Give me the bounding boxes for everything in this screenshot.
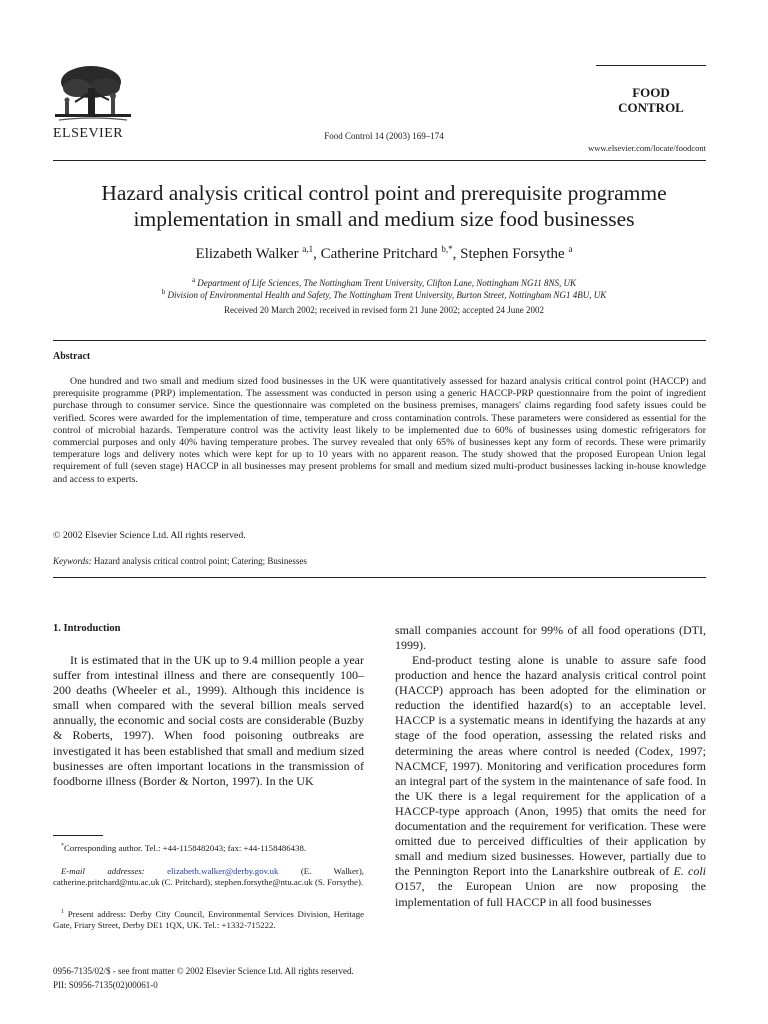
journal-url[interactable]: www.elsevier.com/locate/foodcont (588, 143, 706, 153)
footnote-emails (53, 866, 364, 889)
keywords-text: Hazard analysis critical control point; Catering; Businesses (93, 556, 307, 566)
journal-rule (596, 65, 706, 66)
author-name: Stephen Forsythe (460, 246, 565, 262)
journal-name (596, 85, 706, 115)
affiliation (40, 276, 728, 288)
received-dates: Received 20 March 2002; received in revised form 21 June 2002; accepted 24 June 2002 (224, 305, 544, 315)
keywords (53, 556, 307, 566)
affiliation-mark: b (161, 288, 166, 296)
footnote-corresponding (53, 841, 364, 854)
footnote-mark: * (61, 843, 64, 849)
intro-paragraph-col2 (395, 653, 706, 910)
paragraph-text: End-product testing alone is unable to assure safe food production and hence the hazard analysis critical control point (HACCP) approach has been adopted for the elimination or reduction the identified hazard(s) to an acceptable level. HACCP is a systematic means in identifying the hazards at any stage of the food operation, assessing the related risks and determining the areas where control is needed (Codex, 1997; NACMCF, 1997). Monitoring and verification procedures form an integral part of the system in the maintenance of safe food. In the UK there is a legal requirement for the application of a HACCP-type approach (Anon, 1995) that omits the need for documentation and the requirement for verification. These were omitted due to perceived difficulties of their application by small and medium sized businesses. However, partially due to the Pennington Report into the Lanarkshire outbreak of (395, 653, 706, 879)
email-label: E-mail addresses: (61, 866, 145, 876)
affiliation-text: Department of Life Sciences, The Nottingham Trent University, Clifton Lane, Nottingham NG11 8NS, UK (197, 278, 577, 288)
header-rule (53, 160, 706, 161)
affiliation-text: Division of Environmental Health and Safety, The Nottingham Trent University, Burton Street, Nottingham NG1 4BU, UK (167, 290, 607, 300)
abstract-text: One hundred and two small and medium sized food businesses in the UK were quantitatively assessed for hazard analysis critical control point (HACCP) and prerequisite programme (PRP) implementation. The assessment was conducted in person using a generic HACCP-PRP questionnaire from the point of ingredient purchase through to consumer service. Since the questionnaire was completed on the business premises, managers' claims regarding food safety issues could be verified. Scores were awarded for the implementation of time, temperature and cross contamination controls. These parameters were considered as essential for the control of microbial hazards. Temperature control was the activity least likely to be implemented due to 60% of businesses using domestic refrigerators for commercial purposes and only 40% having temperature probes. The survey revealed that only 65% of businesses kept any form of records. These were primarily temperature logs and delivery notes which were kept for up to 10 years with no apparent reason. The study showed that the proposed European Union legal requirement of full (seven stage) HACCP in all businesses may present problems for small and medium sized multi-product businesses lacking in-house knowledge and access to experts. (53, 376, 706, 485)
affiliation (40, 288, 728, 300)
footnote-text: Present address: Derby City Council, Environmental Services Division, Heritage Gate, Friary Street, Derby DE1 1QX, UK. Tel.: +1332-715222. (53, 908, 365, 931)
email-list: (E. Walker), catherine.pritchard@ntu.ac.uk (C. Pritchard), stephen.forsythe@ntu.ac.uk (S. Forsythe). (53, 866, 364, 888)
section-heading: 1. Introduction (53, 623, 121, 634)
article-title: Hazard analysis critical control point and prerequisite programme implementation in small and medium size food businesses (101, 181, 667, 231)
author-mark: b,* (441, 244, 453, 254)
author-list (40, 244, 728, 263)
author-name: Catherine Pritchard (320, 246, 438, 262)
journal-citation: Food Control 14 (2003) 169–174 (324, 131, 444, 141)
author-mark: a (568, 244, 573, 254)
paragraph-text: O157, the European Union are now proposing the implementation of full HACCP in all food businesses (395, 879, 706, 909)
abstract-heading: Abstract (53, 351, 91, 362)
intro-paragraph-col2-continued: small companies account for 99% of all food operations (DTI, 1999). (395, 623, 706, 653)
keywords-label: Keywords: (53, 556, 92, 566)
abstract-bottom-rule (53, 577, 706, 578)
footnote-mark: 1 (61, 909, 64, 915)
author-name: Elizabeth Walker (195, 246, 299, 262)
footnote-present-address (53, 907, 364, 932)
intro-paragraph-col1: It is estimated that in the UK up to 9.4 million people a year suffer from intestinal illness and there are consequently 100–200 deaths (Wheeler et al., 1999). Although this incidence is small when compared with the several billion meals served annually, the economic and social costs are considerable (Buzby & Roberts, 1997). When food poisoning outbreaks are investigated it has been established that small and medium sized businesses are often important locations in the transmission of foodborne illness (Border & Norton, 1997). In the UK (53, 653, 364, 788)
journal-name-line2: CONTROL (618, 100, 684, 115)
author-mark: a,1 (302, 244, 314, 254)
affiliation-mark: a (191, 276, 196, 284)
abstract-copyright: © 2002 Elsevier Science Ltd. All rights reserved. (53, 530, 246, 541)
issn-line: 0956-7135/02/$ - see front matter © 2002 Elsevier Science Ltd. All rights reserved. (53, 966, 354, 976)
abstract-top-rule (53, 340, 706, 341)
footnote-text: Corresponding author. Tel.: +44-1158482043; fax: +44-1158486438. (64, 842, 307, 853)
publisher-name: ELSEVIER (53, 126, 124, 141)
journal-name-line1: FOOD (632, 85, 670, 100)
organism-name: E. coli (673, 864, 707, 879)
elsevier-tree-logo (53, 62, 133, 124)
author-separator: , (313, 246, 321, 262)
pii-line: PII: S0956-7135(02)00061-0 (53, 980, 158, 990)
email-link[interactable]: elizabeth.walker@derby.gov.uk (167, 866, 279, 876)
author-separator: , (452, 246, 461, 262)
footnote-rule (53, 835, 103, 836)
